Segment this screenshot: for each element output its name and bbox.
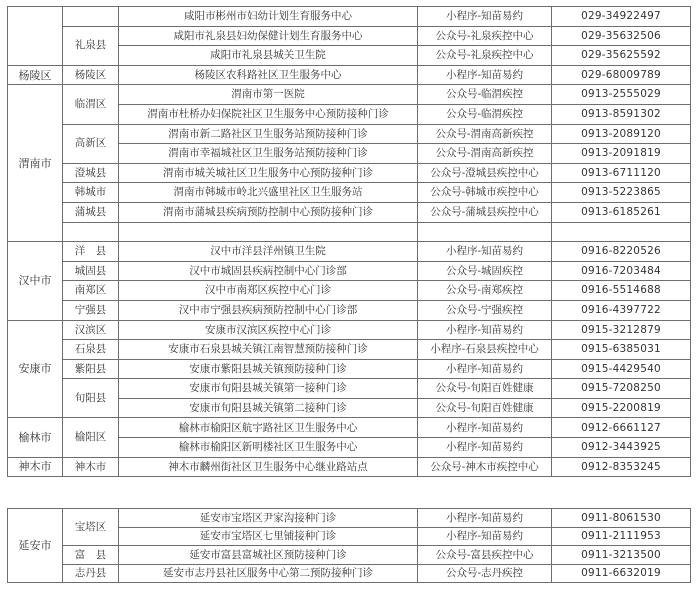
- table-row: [8, 281, 691, 301]
- district-cell: 高新区: [63, 124, 119, 163]
- phone-cell: 0913-8591302: [552, 104, 691, 124]
- city-cell: 延安市: [8, 509, 63, 583]
- phone-cell: 0913-2091819: [552, 144, 691, 164]
- table-row: [8, 418, 691, 438]
- site-name-cell: 渭南市杜桥办妇保院社区卫生服务中心预防接种门诊: [119, 104, 418, 124]
- table-row: [8, 242, 691, 262]
- district-cell: 神木市: [63, 457, 119, 477]
- city-cell: 汉中市: [8, 242, 63, 320]
- table-row: [8, 26, 691, 46]
- district-cell: 宁强县: [63, 300, 119, 320]
- city-cell: 杨陵区: [8, 65, 63, 85]
- phone-cell: 0916-7203484: [552, 261, 691, 281]
- booking-channel-cell: 小程序-知苗易约: [418, 7, 552, 27]
- booking-channel-cell: 公众号-城固疾控: [418, 261, 552, 281]
- site-name-cell: 渭南市第一医院: [119, 85, 418, 105]
- phone-cell: 0916-8220526: [552, 242, 691, 262]
- phone-cell: 0913-6185261: [552, 202, 691, 222]
- site-name-cell: 汉中市宁强县疾病预防控制中心门诊部: [119, 300, 418, 320]
- site-name-cell: 渭南市韩城市岭北兴盛里社区卫生服务站: [119, 183, 418, 203]
- booking-channel-cell: 小程序-知苗易约: [418, 438, 552, 458]
- booking-channel-cell: 公众号-旬阳百姓健康: [418, 379, 552, 399]
- booking-channel-cell: 公众号-礼泉疾控中心: [418, 46, 552, 66]
- district-cell: 礼泉县: [63, 26, 119, 65]
- site-name-cell: 榆林市榆阳区新明楼社区卫生服务中心: [119, 438, 418, 458]
- phone-cell: 0911-8061530: [552, 509, 691, 528]
- city-cell: 榆林市: [8, 418, 63, 457]
- table-row: [8, 509, 691, 528]
- phone-cell: 029-34922497: [552, 7, 691, 27]
- booking-channel-cell: 公众号-南郑疾控: [418, 281, 552, 301]
- booking-channel-cell: 公众号-临渭疾控: [418, 85, 552, 105]
- booking-channel-cell: 小程序-知苗易约: [418, 359, 552, 379]
- booking-channel-cell: 小程序-知苗易约: [418, 320, 552, 340]
- phone-cell: 0912-8353245: [552, 457, 691, 477]
- table-row: [8, 65, 691, 85]
- site-name-cell: 咸阳市礼泉县妇幼保健计划生育服务中心: [119, 26, 418, 46]
- booking-channel-cell: 公众号-旬阳百姓健康: [418, 398, 552, 418]
- district-cell: 紫阳县: [63, 359, 119, 379]
- table-row: [8, 85, 691, 105]
- district-cell: 榆阳区: [63, 418, 119, 457]
- site-name-cell: 安康市汉滨区疾控中心门诊: [119, 320, 418, 340]
- district-cell: 洋 县: [63, 242, 119, 262]
- district-cell: 杨陵区: [63, 65, 119, 85]
- district-cell: 富 县: [63, 546, 119, 565]
- city-cell: [8, 7, 63, 66]
- site-name-cell: 渭南市幸福城社区卫生服务站预防接种门诊: [119, 144, 418, 164]
- phone-cell: 0913-2089120: [552, 124, 691, 144]
- city-cell: 渭南市: [8, 85, 63, 242]
- site-name-cell: 延安市宝塔区尹家沟接种门诊: [119, 509, 418, 528]
- site-name-cell: 延安市宝塔区七里铺接种门诊: [119, 527, 418, 546]
- site-name-cell: 安康市紫阳县城关镇预防接种门诊: [119, 359, 418, 379]
- table-row: [8, 261, 691, 281]
- site-name-cell: 延安市富县富城社区预防接种门诊: [119, 546, 418, 565]
- booking-channel-cell: 公众号-渭南高新疾控: [418, 144, 552, 164]
- district-cell: 蒲城县: [63, 202, 119, 222]
- phone-cell: 0915-2200819: [552, 398, 691, 418]
- table-row: [8, 546, 691, 565]
- phone-cell: 029-68009789: [552, 65, 691, 85]
- table-row: [8, 340, 691, 360]
- phone-cell: 0915-7208250: [552, 379, 691, 399]
- site-name-cell: 渭南市蒲城县疾病预防控制中心预防接种门诊: [119, 202, 418, 222]
- phone-cell: 0912-6661127: [552, 418, 691, 438]
- phone-cell: 0916-5514688: [552, 281, 691, 301]
- phone-cell: 0915-3212879: [552, 320, 691, 340]
- site-name-cell: 汉中市南郑区疾控中心门诊: [119, 281, 418, 301]
- yanan-sites-table: [7, 508, 691, 583]
- table-row: [8, 379, 691, 399]
- booking-channel-cell: 公众号-宁强疾控: [418, 300, 552, 320]
- phone-cell: 0912-3443925: [552, 438, 691, 458]
- district-cell: 石泉县: [63, 340, 119, 360]
- booking-channel-cell: 小程序-知苗易约: [418, 242, 552, 262]
- district-cell: 临渭区: [63, 85, 119, 124]
- table-row: [8, 124, 691, 144]
- table-row: [8, 564, 691, 583]
- district-cell: 旬阳县: [63, 379, 119, 418]
- phone-cell: 0916-4397722: [552, 300, 691, 320]
- district-cell: [63, 7, 119, 27]
- table-row: [8, 183, 691, 203]
- table-row: [8, 457, 691, 477]
- table-row: [8, 320, 691, 340]
- table-row: [8, 300, 691, 320]
- district-cell: 城固县: [63, 261, 119, 281]
- district-cell: 宝塔区: [63, 509, 119, 546]
- booking-channel-cell: 公众号-临渭疾控: [418, 104, 552, 124]
- booking-channel-cell: 公众号-礼泉疾控中心: [418, 26, 552, 46]
- booking-channel-cell: 小程序-知苗易约: [418, 527, 552, 546]
- site-name-cell: 安康市旬阳县城关镇第二接种门诊: [119, 398, 418, 418]
- district-cell: 澄城县: [63, 163, 119, 183]
- table-row: [8, 222, 691, 242]
- booking-channel-cell: 小程序-知苗易约: [418, 509, 552, 528]
- site-name-cell: 安康市旬阳县城关镇第一接种门诊: [119, 379, 418, 399]
- booking-channel-cell: 公众号-韩城市疾控中心: [418, 183, 552, 203]
- booking-channel-cell: 小程序-石泉县疾控中心: [418, 340, 552, 360]
- phone-cell: 0913-6711120: [552, 163, 691, 183]
- district-cell: 南郑区: [63, 281, 119, 301]
- phone-cell: 0911-6632019: [552, 564, 691, 583]
- city-cell: 神木市: [8, 457, 63, 477]
- site-name-cell: [119, 222, 418, 242]
- table-row: [8, 7, 691, 27]
- phone-cell: 0911-3213500: [552, 546, 691, 565]
- booking-channel-cell: 公众号-渭南高新疾控: [418, 124, 552, 144]
- booking-channel-cell: 公众号-澄城县疾控中心: [418, 163, 552, 183]
- site-name-cell: 汉中市城固县疾病控制中心门诊部: [119, 261, 418, 281]
- vaccination-sites-table: [7, 6, 691, 477]
- site-name-cell: 汉中市洋县洋州镇卫生院: [119, 242, 418, 262]
- phone-cell: 0913-2555029: [552, 85, 691, 105]
- phone-cell: [552, 222, 691, 242]
- booking-channel-cell: 小程序-知苗易约: [418, 65, 552, 85]
- phone-cell: 0913-5223865: [552, 183, 691, 203]
- site-name-cell: 安康市石泉县城关镇江南智慧预防接种门诊: [119, 340, 418, 360]
- phone-cell: 029-35632506: [552, 26, 691, 46]
- booking-channel-cell: [418, 222, 552, 242]
- booking-channel-cell: 公众号-神木市疾控中心: [418, 457, 552, 477]
- site-name-cell: 榆林市榆阳区航宇路社区卫生服务中心: [119, 418, 418, 438]
- site-name-cell: 杨陵区农科路社区卫生服务中心: [119, 65, 418, 85]
- site-name-cell: 咸阳市彬州市妇幼计划生育服务中心: [119, 7, 418, 27]
- booking-channel-cell: 公众号-志丹疾控: [418, 564, 552, 583]
- site-name-cell: 神木市麟州街社区卫生服务中心继业路站点: [119, 457, 418, 477]
- table-row: [8, 202, 691, 222]
- phone-cell: 0911-2111953: [552, 527, 691, 546]
- table-row: [8, 359, 691, 379]
- site-name-cell: 渭南市城关城社区卫生服务中心预防接种门诊: [119, 163, 418, 183]
- district-cell: 志丹县: [63, 564, 119, 583]
- booking-channel-cell: 公众号-富县疾控中心: [418, 546, 552, 565]
- phone-cell: 029-35625592: [552, 46, 691, 66]
- booking-channel-cell: 公众号-蒲城县疾控中心: [418, 202, 552, 222]
- booking-channel-cell: 小程序-知苗易约: [418, 418, 552, 438]
- site-name-cell: 渭南市新二路社区卫生服务站预防接种门诊: [119, 124, 418, 144]
- phone-cell: 0915-6385031: [552, 340, 691, 360]
- district-cell: 汉滨区: [63, 320, 119, 340]
- site-name-cell: 延安市志丹县社区服务中心第二预防接种门诊: [119, 564, 418, 583]
- city-cell: 安康市: [8, 320, 63, 418]
- table-row: [8, 163, 691, 183]
- phone-cell: 0915-4429540: [552, 359, 691, 379]
- site-name-cell: 咸阳市礼泉县城关卫生院: [119, 46, 418, 66]
- district-cell: 韩城市: [63, 183, 119, 203]
- district-cell: [63, 222, 119, 242]
